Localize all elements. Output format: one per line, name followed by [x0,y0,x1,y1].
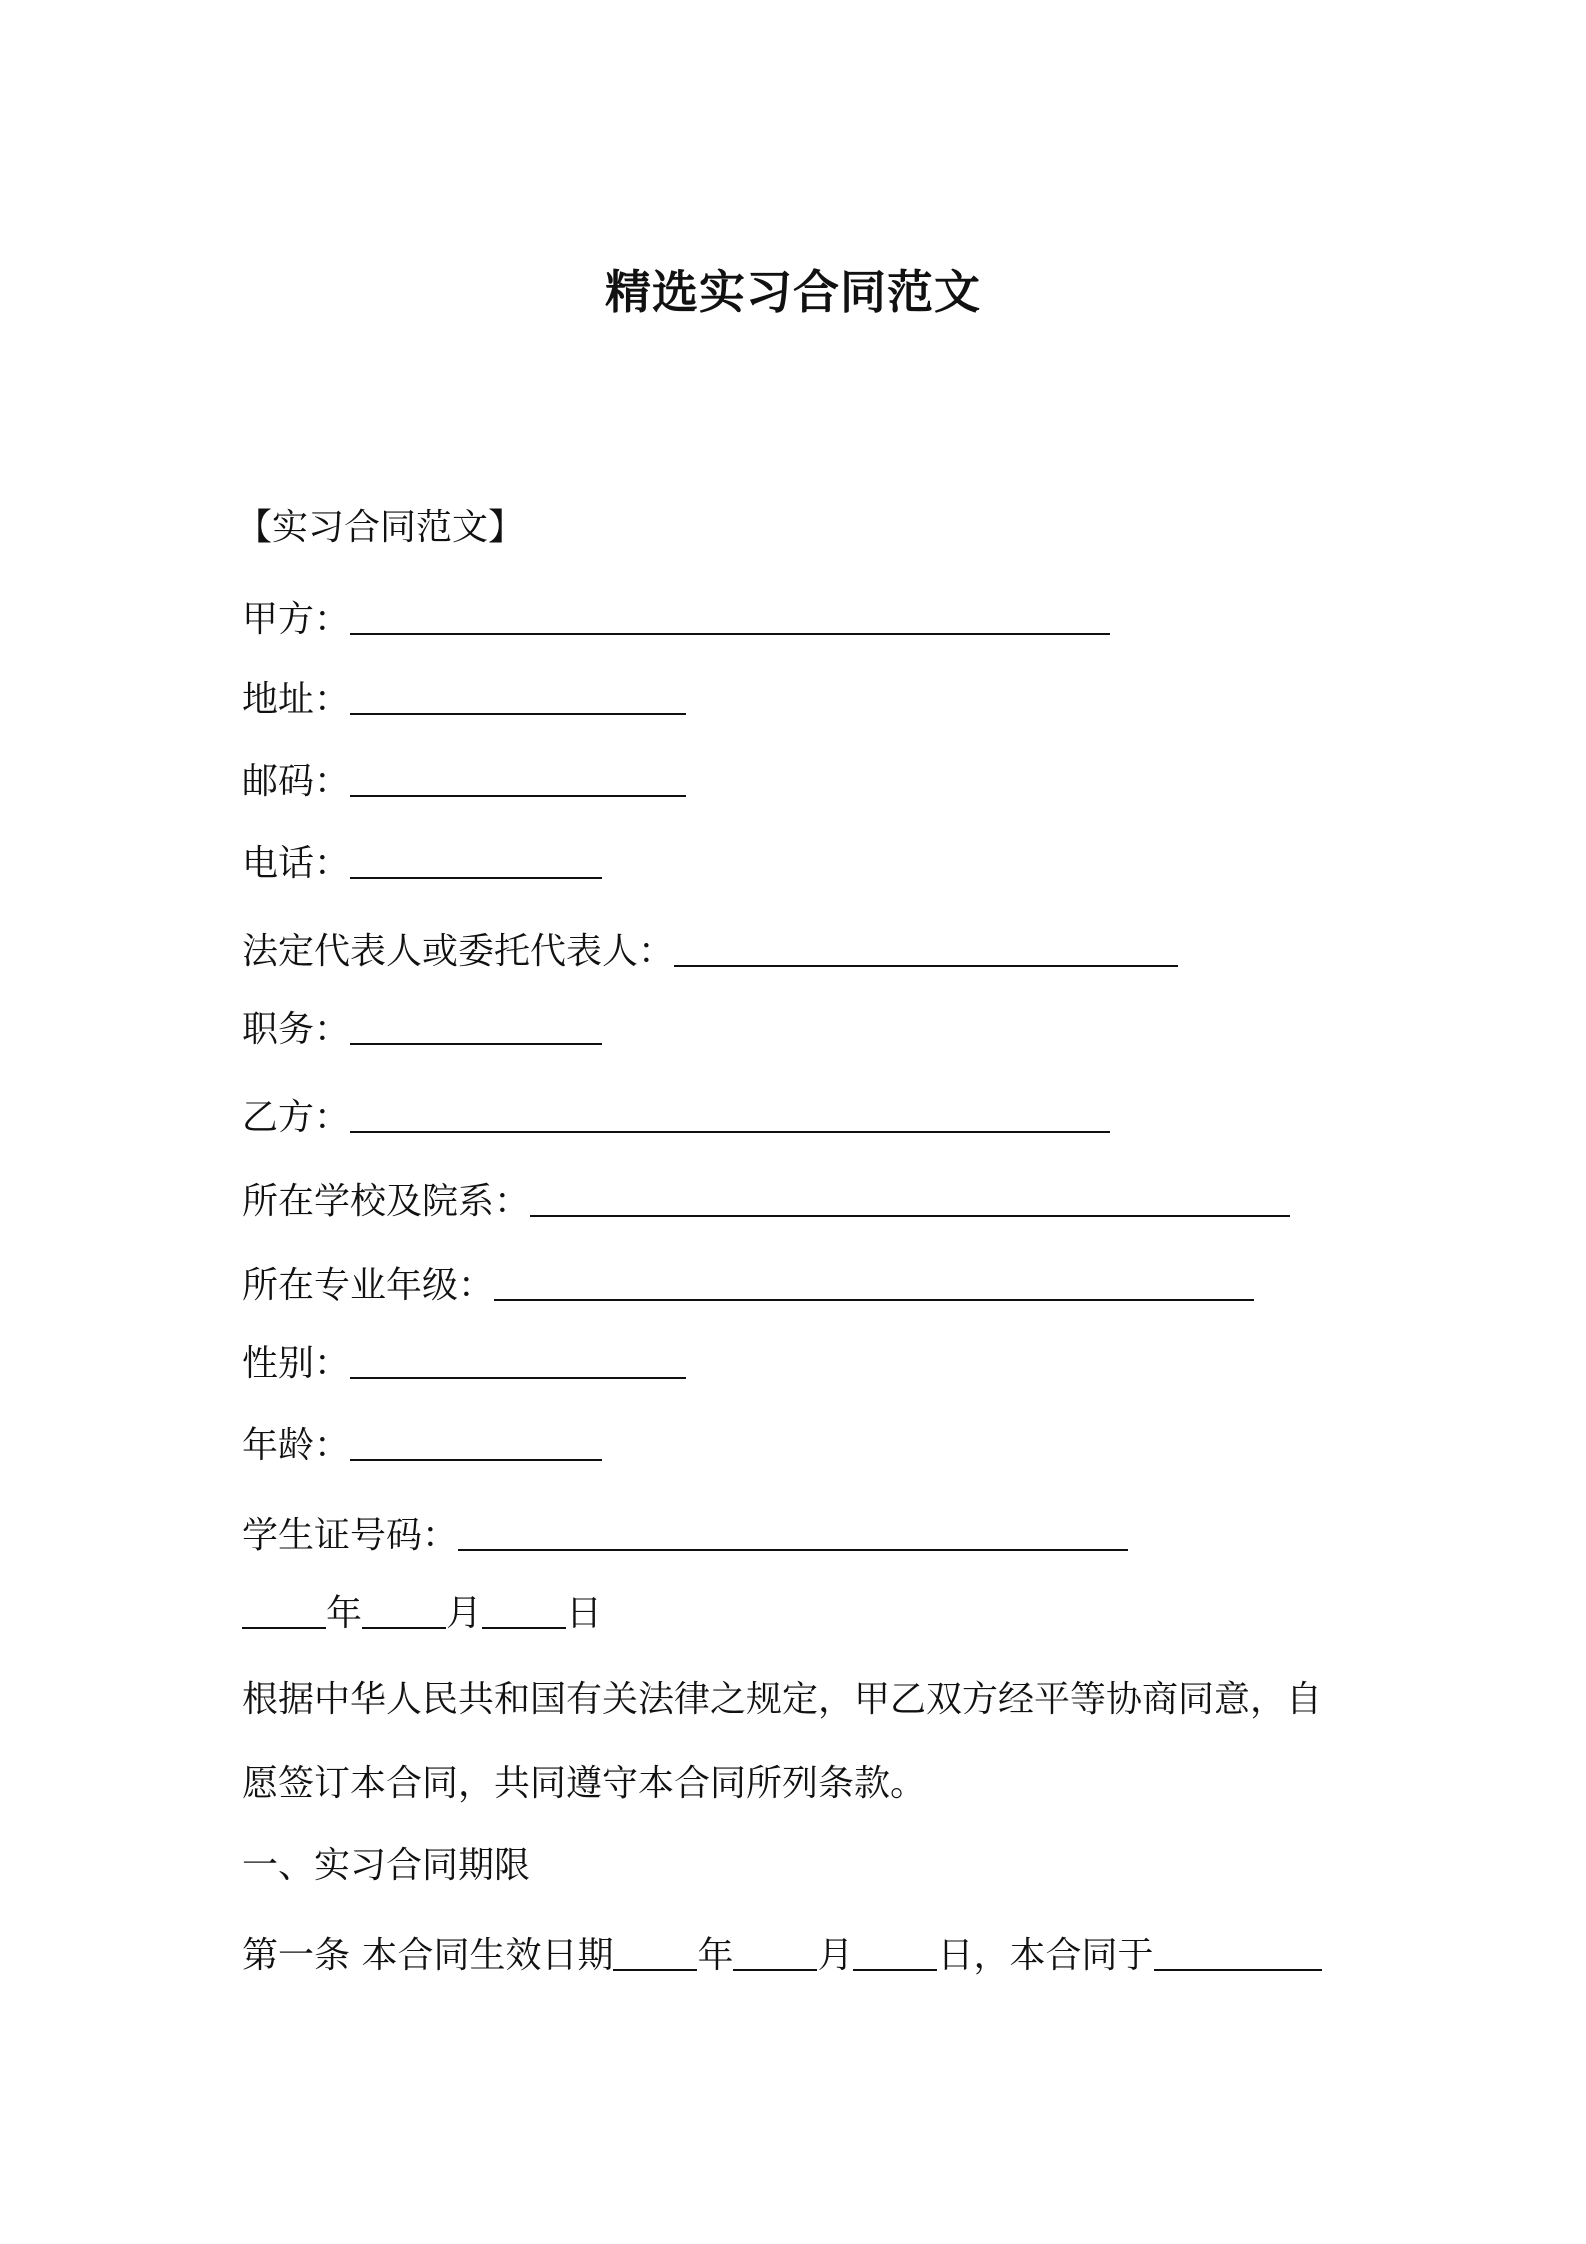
blank-line [350,759,686,797]
field-label: 性别： [242,1343,351,1384]
field-label: 邮码： [242,761,351,802]
blank-line [613,1933,697,1971]
field-label: 学生证号码： [242,1515,459,1556]
blank-line [458,1513,1128,1551]
article-month-label: 月 [817,1935,854,1976]
field-phone [242,840,602,888]
date-month-label: 月 [446,1593,483,1634]
blank-line [350,1341,686,1379]
field-party-b [242,1094,1110,1142]
field-student-id [242,1512,1128,1560]
field-school-dept [242,1178,1290,1226]
field-label: 乙方： [242,1097,351,1138]
field-legal-rep [242,928,1178,976]
article-line [242,1932,1322,1980]
field-position [242,1006,602,1054]
blank-line [1154,1933,1322,1971]
blank-line [350,1095,1110,1133]
blank-line [362,1591,446,1629]
blank-line [350,1423,602,1461]
field-gender [242,1340,686,1388]
field-age [242,1422,602,1470]
blank-line [494,1263,1254,1301]
field-postcode [242,758,686,806]
document-title: 精选实习合同范文 [605,265,981,319]
blank-line [853,1933,937,1971]
blank-line [350,1007,602,1045]
blank-line [733,1933,817,1971]
date-line [242,1590,602,1638]
blank-line [242,1591,326,1629]
blank-line [350,677,686,715]
field-label: 电话： [242,843,351,884]
section-label: 【实习合同范文】 [236,507,525,548]
field-label: 甲方： [242,599,351,640]
field-label: 法定代表人或委托代表人： [242,931,675,972]
paragraph-line: 愿签订本合同，共同遵守本合同所列条款。 [242,1763,927,1804]
date-day-label: 日 [566,1593,603,1634]
article-year-label: 年 [697,1935,734,1976]
field-label: 所在专业年级： [242,1265,495,1306]
blank-line [674,929,1178,967]
blank-line [530,1179,1290,1217]
blank-line [350,841,602,879]
section-heading: 一、实习合同期限 [242,1845,531,1886]
date-year-label: 年 [326,1593,363,1634]
field-label: 年龄： [242,1425,351,1466]
blank-line [350,597,1110,635]
field-major-grade [242,1262,1254,1310]
article-prefix: 第一条 本合同生效日期 [242,1935,614,1976]
field-address [242,676,686,724]
field-party-a [242,596,1110,644]
article-day-suffix: 日，本合同于 [937,1935,1154,1976]
field-label: 职务： [242,1009,351,1050]
paragraph-line: 根据中华人民共和国有关法律之规定，甲乙双方经平等协商同意，自 [242,1679,1323,1720]
field-label: 所在学校及院系： [242,1181,531,1222]
blank-line [482,1591,566,1629]
field-label: 地址： [242,679,351,720]
